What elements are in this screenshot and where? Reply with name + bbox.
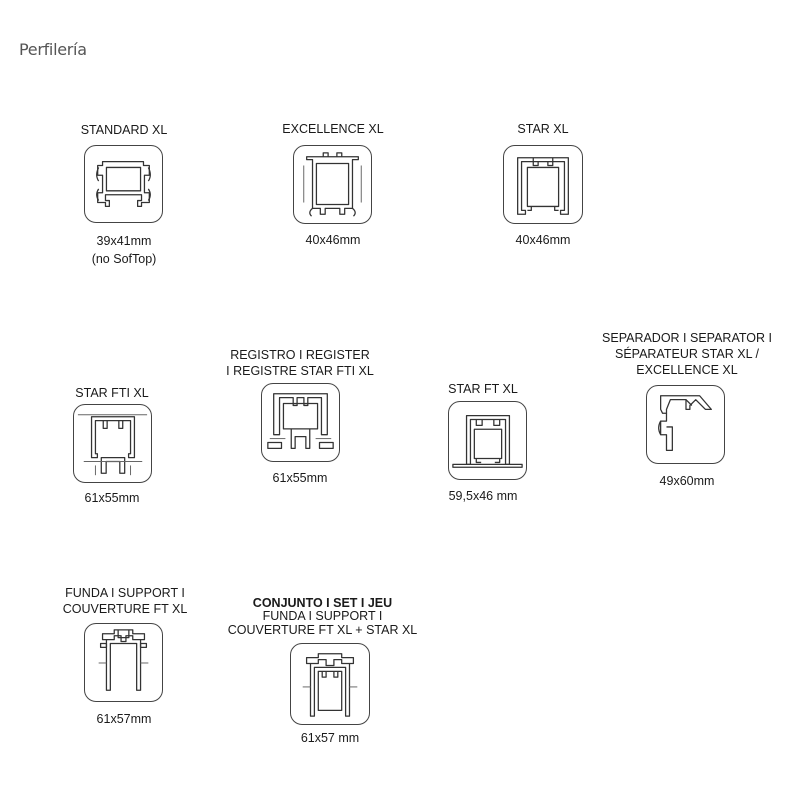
profile-label: EXCELLENCE XL xyxy=(282,122,384,136)
profile-label: STAR XL xyxy=(517,122,569,136)
profile-dimension: 40x46mm xyxy=(305,233,361,247)
profile-dimension: 61x55mm xyxy=(84,491,140,505)
profile-dimension: 61x57 mm xyxy=(300,731,360,745)
profile-label: EXCELLENCE XL xyxy=(636,363,738,377)
profile-label: COUVERTURE FT XL xyxy=(62,602,188,616)
profile-label: SÉPARATEUR STAR XL / xyxy=(614,347,759,361)
star-ft-xl-profile-icon xyxy=(448,401,527,480)
profile-dimension: 49x60mm xyxy=(659,474,715,488)
profile-label: I REGISTRE STAR FTI XL xyxy=(226,364,374,378)
profile-dimension: 61x57mm xyxy=(96,712,152,726)
profile-dimension: 59,5x46 mm xyxy=(448,489,518,503)
profile-label: REGISTRO I REGISTER xyxy=(230,348,370,362)
profile-dimension: 40x46mm xyxy=(515,233,571,247)
standard-xl-profile-icon xyxy=(84,145,163,223)
profile-label: STAR FT XL xyxy=(448,382,518,396)
separator-profile-icon xyxy=(646,385,725,464)
profile-label: FUNDA I SUPPORT I xyxy=(262,609,383,623)
profile-label: STANDARD XL xyxy=(80,123,168,137)
profile-label: SEPARADOR I SEPARATOR I xyxy=(602,331,772,345)
profile-note: (no SofTop) xyxy=(91,252,157,266)
set-label-bold: CONJUNTO I SET I JEU xyxy=(252,596,393,610)
profile-label: COUVERTURE FT XL + STAR XL xyxy=(227,623,418,637)
profile-dimension: 39x41mm xyxy=(96,234,152,248)
page-title: Perfilería xyxy=(19,40,87,59)
profile-label: STAR FTI XL xyxy=(75,386,149,400)
excellence-xl-profile-icon xyxy=(293,145,372,224)
profile-label: FUNDA I SUPPORT I xyxy=(65,586,185,600)
star-xl-profile-icon xyxy=(503,145,583,224)
set-profile-icon xyxy=(290,643,370,725)
star-fti-xl-profile-icon xyxy=(73,404,152,483)
register-profile-icon xyxy=(261,383,340,462)
support-ft-xl-profile-icon xyxy=(84,623,163,702)
profile-dimension: 61x55mm xyxy=(272,471,328,485)
